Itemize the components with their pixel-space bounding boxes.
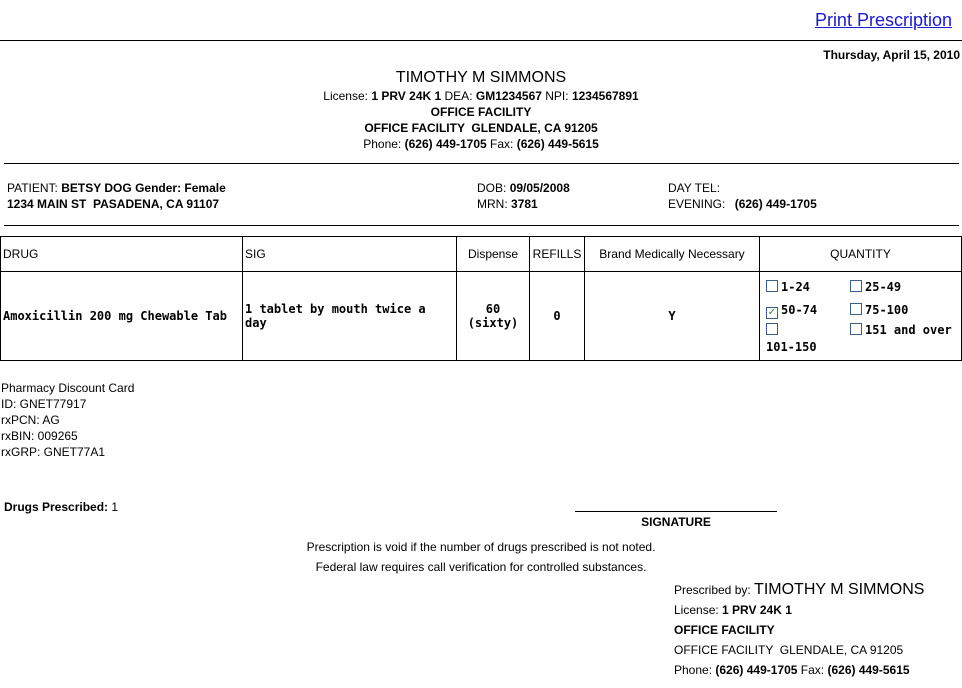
qty-label: 75-100	[865, 303, 909, 317]
checkbox-checked-icon[interactable]: ✓	[767, 307, 777, 318]
notice-federal: Federal law requires call verification for controlled substances.	[315, 560, 647, 574]
refills-cell: 0	[530, 272, 585, 361]
footer-phone-value: (626) 449-1705	[715, 663, 798, 677]
patient-label: PATIENT:	[7, 181, 58, 195]
qty-option[interactable]	[766, 299, 850, 322]
prescriber-ids	[0, 88, 962, 104]
footer-phone-label: Phone:	[674, 663, 713, 677]
header-divider	[4, 163, 959, 164]
phone-label: Phone:	[363, 137, 402, 151]
qty-option[interactable]	[850, 280, 901, 294]
patient-phones	[668, 180, 817, 212]
evening-label: EVENING:	[668, 197, 726, 211]
npi-label: NPI:	[545, 89, 569, 103]
quantity-cell	[760, 272, 962, 361]
mrn-value: 3781	[511, 197, 538, 211]
qty-option[interactable]	[850, 322, 960, 339]
footer-facility: OFFICE FACILITY	[674, 623, 775, 637]
top-divider	[0, 40, 962, 41]
dispense-cell: 60 (sixty)	[457, 272, 530, 361]
qty-label: 101-150	[766, 340, 817, 354]
notice-void: Prescription is void if the number of drugs prescribed is not noted.	[306, 540, 656, 554]
footer-address: OFFICE FACILITY GLENDALE, CA 91205	[674, 643, 904, 657]
fax-value: (626) 449-5615	[516, 137, 599, 151]
date: Thursday, April 15, 2010	[823, 48, 960, 62]
fax-label: Fax:	[490, 137, 514, 151]
patient-dob-mrn	[477, 180, 570, 212]
checkbox-icon[interactable]	[850, 323, 862, 335]
notices	[0, 537, 962, 577]
day-tel-label: DAY TEL:	[668, 181, 721, 195]
prescriber-header	[0, 68, 962, 152]
prescriber-phone	[0, 136, 962, 152]
col-refills: REFILLS	[530, 237, 585, 272]
col-drug: DRUG	[1, 237, 243, 272]
brand-cell: Y	[585, 272, 760, 361]
checkbox-icon[interactable]	[850, 303, 862, 315]
signature-label: SIGNATURE	[641, 515, 711, 529]
footer-fax-value: (626) 449-5615	[827, 663, 910, 677]
card-bin: rxBIN: 009265	[1, 429, 78, 443]
sig-cell: 1 tablet by mouth twice a day	[243, 272, 457, 361]
col-dispense: Dispense	[457, 237, 530, 272]
facility-name: OFFICE FACILITY	[430, 105, 532, 119]
drugs-prescribed	[4, 500, 118, 514]
dea-label: DEA:	[444, 89, 473, 103]
drugs-prescribed-count: 1	[111, 500, 119, 514]
col-sig: SIG	[243, 237, 457, 272]
qty-label: 25-49	[865, 280, 902, 294]
facility-address: OFFICE FACILITY GLENDALE, CA 91205	[364, 121, 598, 135]
card-pcn: rxPCN: AG	[1, 413, 60, 427]
checkbox-icon[interactable]	[766, 280, 778, 292]
qty-label: 151 and over	[865, 323, 952, 337]
table-header-row	[1, 237, 962, 272]
dob-value: 09/05/2008	[509, 181, 570, 195]
drugs-prescribed-label: Drugs Prescribed:	[4, 500, 109, 514]
prescribed-by-block	[674, 580, 924, 680]
footer-license-label: License:	[674, 603, 719, 617]
pharmacy-discount-card	[1, 380, 134, 460]
patient-info	[7, 180, 226, 212]
footer-license-value: 1 PRV 24K 1	[722, 603, 792, 617]
checkbox-icon[interactable]	[766, 323, 778, 335]
card-grp: rxGRP: GNET77A1	[1, 445, 106, 459]
col-brand: Brand Medically Necessary	[585, 237, 760, 272]
patient-address: 1234 MAIN ST PASADENA, CA 91107	[7, 197, 220, 211]
phone-value: (626) 449-1705	[404, 137, 487, 151]
prescribed-by-name: TIMOTHY M SIMMONS	[754, 581, 925, 598]
qty-label: 50-74	[781, 303, 818, 317]
card-id: ID: GNET77917	[1, 397, 87, 411]
prescription-table	[0, 236, 962, 361]
drug-cell: Amoxicillin 200 mg Chewable Tab	[1, 272, 243, 361]
dea-value: GM1234567	[475, 89, 542, 103]
col-quantity: QUANTITY	[760, 237, 962, 272]
card-title: Pharmacy Discount Card	[1, 381, 135, 395]
gender-value: Female	[184, 181, 226, 195]
qty-option[interactable]	[850, 303, 908, 317]
checkbox-icon[interactable]	[850, 280, 862, 292]
patient-divider	[4, 225, 959, 226]
footer-fax-label: Fax:	[800, 663, 825, 677]
table-row	[1, 272, 962, 361]
print-prescription-link[interactable]: Print Prescription	[814, 10, 952, 30]
license-value: 1 PRV 24K 1	[371, 89, 442, 103]
license-label: License:	[323, 89, 368, 103]
prescriber-name: TIMOTHY M SIMMONS	[395, 69, 567, 86]
evening-value: (626) 449-1705	[734, 197, 817, 211]
patient-name: BETSY DOG	[61, 181, 132, 195]
prescribed-by-label: Prescribed by:	[674, 583, 751, 597]
signature-line	[575, 511, 777, 512]
qty-label: 1-24	[781, 280, 810, 294]
npi-value: 1234567891	[571, 89, 639, 103]
mrn-label: MRN:	[477, 197, 508, 211]
gender-label: Gender:	[135, 181, 182, 195]
dob-label: DOB:	[477, 181, 507, 195]
qty-option[interactable]	[766, 322, 846, 356]
qty-option[interactable]	[766, 276, 850, 299]
